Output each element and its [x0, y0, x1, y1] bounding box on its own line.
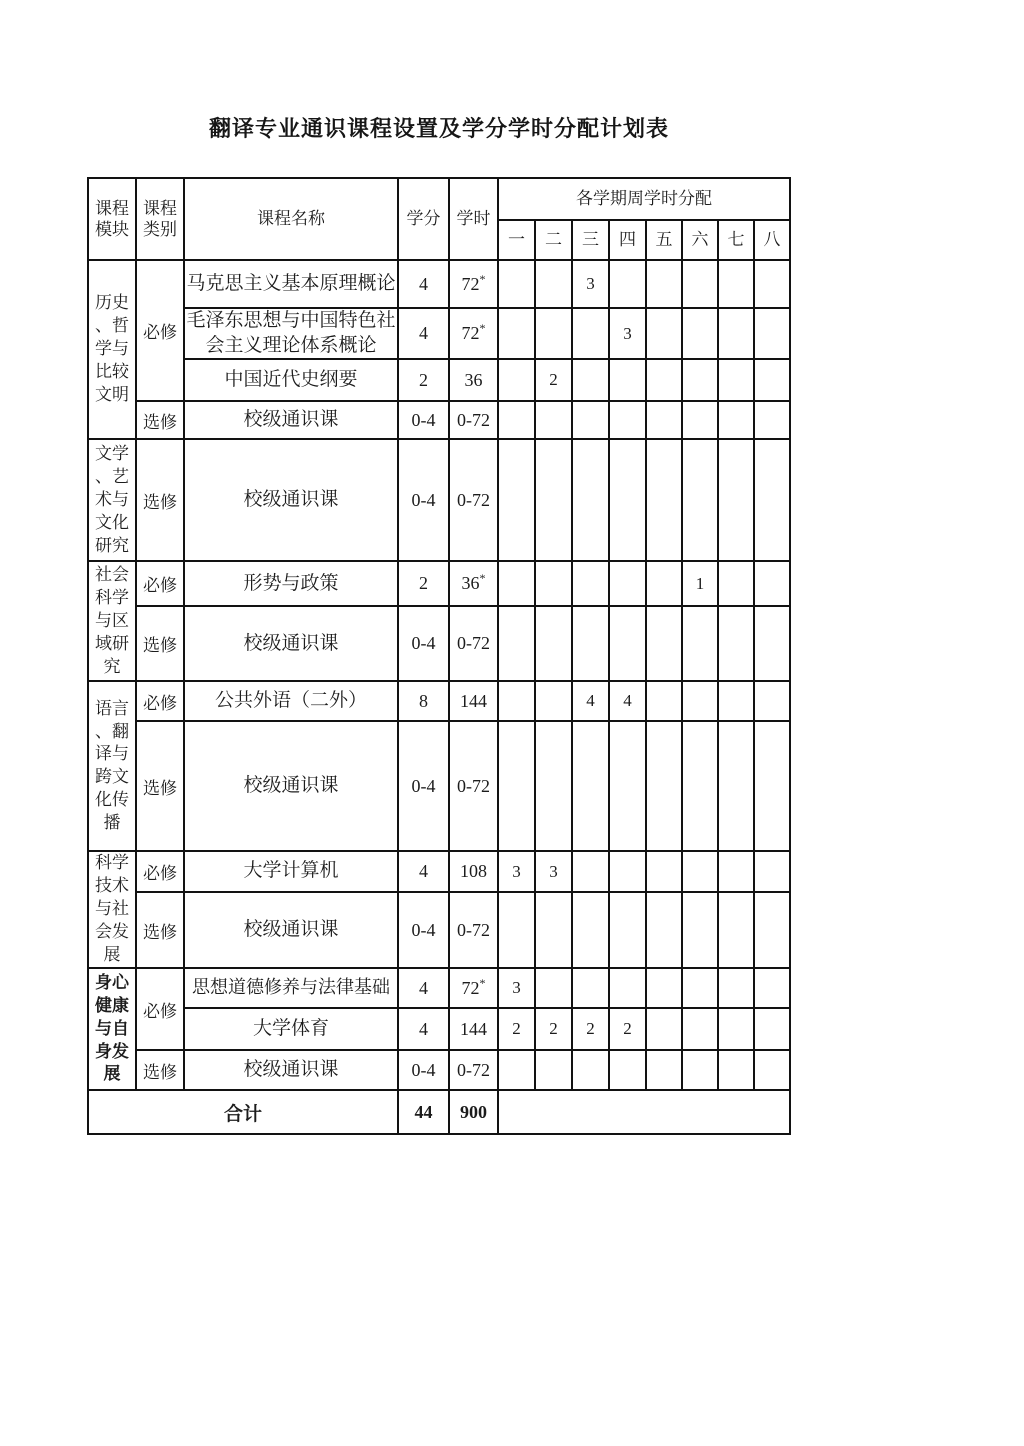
hours-value: 36 — [464, 369, 483, 390]
semester-cell: 2 — [535, 359, 572, 401]
total-hours-cell: 900 — [449, 1090, 498, 1134]
semester-cell — [754, 851, 790, 892]
credits-cell: 4 — [398, 851, 449, 892]
semester-cell — [572, 308, 609, 359]
semester-cell — [718, 1050, 754, 1090]
semester-cell — [682, 606, 718, 681]
semester-cell: 1 — [682, 561, 718, 606]
semester-cell — [718, 1008, 754, 1050]
category-cell: 必修 — [136, 561, 184, 606]
category-cell: 选修 — [136, 892, 184, 968]
semester-cell — [718, 260, 754, 308]
total-credits-cell: 44 — [398, 1090, 449, 1134]
header-semester-7: 七 — [718, 220, 754, 260]
category-cell: 选修 — [136, 439, 184, 561]
header-module: 课程模块 — [88, 178, 136, 260]
semester-cell — [646, 401, 682, 439]
hours-value: 0-72 — [457, 1059, 490, 1080]
header-semester-4: 四 — [609, 220, 646, 260]
semester-cell — [682, 892, 718, 968]
category-cell: 选修 — [136, 401, 184, 439]
hours-value: 144 — [460, 1018, 487, 1039]
semester-cell — [718, 401, 754, 439]
hours-cell — [449, 260, 498, 308]
credits-cell: 0-4 — [398, 401, 449, 439]
semester-cell — [682, 439, 718, 561]
semester-cell — [609, 439, 646, 561]
semester-cell — [498, 892, 535, 968]
credits-cell: 4 — [398, 968, 449, 1008]
total-empty-cell — [498, 1090, 790, 1134]
semester-cell — [535, 606, 572, 681]
semester-cell — [754, 1050, 790, 1090]
semester-cell — [754, 439, 790, 561]
semester-cell — [572, 892, 609, 968]
asterisk-note: * — [479, 321, 486, 336]
table-row — [88, 851, 790, 892]
header-semester-6: 六 — [682, 220, 718, 260]
semester-cell — [609, 721, 646, 851]
course-plan-table — [87, 177, 791, 1135]
semester-cell — [754, 1008, 790, 1050]
hours-value: 108 — [460, 861, 487, 882]
semester-cell — [535, 681, 572, 721]
semester-cell — [498, 1050, 535, 1090]
semester-cell — [682, 721, 718, 851]
semester-cell: 3 — [535, 851, 572, 892]
semester-cell — [609, 260, 646, 308]
semester-cell — [646, 606, 682, 681]
credits-cell: 2 — [398, 359, 449, 401]
category-cell: 必修 — [136, 260, 184, 401]
course-name-cell: 校级通识课 — [184, 1050, 398, 1090]
semester-cell — [754, 681, 790, 721]
header-semester-1: 一 — [498, 220, 535, 260]
course-name-cell: 毛泽东思想与中国特色社会主义理论体系概论 — [184, 308, 398, 359]
module-cell: 文学、艺术与文化研究 — [88, 439, 136, 561]
course-name-cell: 校级通识课 — [184, 439, 398, 561]
hours-value: 0-72 — [457, 489, 490, 510]
hours-value: 72 — [461, 273, 480, 294]
total-label-cell: 合计 — [88, 1090, 398, 1134]
hours-cell — [449, 606, 498, 681]
category-cell: 必修 — [136, 681, 184, 721]
hours-value: 72 — [461, 323, 480, 344]
table-row — [88, 606, 790, 681]
hours-cell — [449, 308, 498, 359]
semester-cell — [572, 401, 609, 439]
semester-cell — [646, 260, 682, 308]
module-cell: 历史、哲学与比较文明 — [88, 260, 136, 439]
asterisk-note: * — [479, 571, 486, 586]
category-cell: 选修 — [136, 721, 184, 851]
semester-cell — [535, 968, 572, 1008]
semester-cell — [646, 851, 682, 892]
hours-value: 36 — [461, 573, 480, 594]
header-credits: 学分 — [398, 178, 449, 260]
semester-cell — [572, 561, 609, 606]
semester-cell — [572, 721, 609, 851]
header-category: 课程类别 — [136, 178, 184, 260]
course-name-cell: 大学计算机 — [184, 851, 398, 892]
semester-cell: 3 — [609, 308, 646, 359]
credits-cell: 0-4 — [398, 1050, 449, 1090]
credits-cell: 4 — [398, 1008, 449, 1050]
header-semester-5: 五 — [646, 220, 682, 260]
course-name-cell: 公共外语（二外） — [184, 681, 398, 721]
table-row — [88, 968, 790, 1008]
semester-cell — [498, 561, 535, 606]
semester-cell — [498, 439, 535, 561]
semester-cell — [646, 1050, 682, 1090]
table-row — [88, 1050, 790, 1090]
semester-cell — [609, 1050, 646, 1090]
semester-cell — [609, 606, 646, 681]
category-cell: 必修 — [136, 968, 184, 1050]
asterisk-note: * — [479, 975, 486, 990]
semester-cell — [646, 308, 682, 359]
category-cell: 选修 — [136, 606, 184, 681]
header-course-name: 课程名称 — [184, 178, 398, 260]
semester-cell — [754, 308, 790, 359]
hours-value: 144 — [460, 690, 487, 711]
semester-cell — [646, 1008, 682, 1050]
table-row — [88, 681, 790, 721]
semester-cell — [535, 308, 572, 359]
semester-cell — [718, 308, 754, 359]
semester-cell — [609, 561, 646, 606]
page-title: 翻译专业通识课程设置及学分学时分配计划表 — [208, 116, 669, 141]
semester-cell: 3 — [572, 260, 609, 308]
semester-cell — [682, 359, 718, 401]
course-name-cell: 校级通识课 — [184, 892, 398, 968]
semester-cell — [572, 359, 609, 401]
semester-cell — [498, 681, 535, 721]
semester-cell — [498, 606, 535, 681]
table-row — [88, 892, 790, 968]
hours-cell — [449, 439, 498, 561]
module-cell: 科学技术与社会发展 — [88, 851, 136, 968]
hours-cell — [449, 561, 498, 606]
table-row — [88, 1008, 790, 1050]
hours-cell — [449, 892, 498, 968]
semester-cell — [646, 681, 682, 721]
credits-cell: 0-4 — [398, 892, 449, 968]
hours-cell — [449, 1050, 498, 1090]
semester-cell — [609, 968, 646, 1008]
course-name-cell: 马克思主义基本原理概论 — [184, 260, 398, 308]
semester-cell: 3 — [498, 968, 535, 1008]
document-content — [87, 112, 791, 1135]
semester-cell — [646, 892, 682, 968]
semester-cell: 2 — [609, 1008, 646, 1050]
hours-cell — [449, 401, 498, 439]
semester-cell — [682, 1050, 718, 1090]
hours-value: 0-72 — [457, 775, 490, 796]
table-row — [88, 439, 790, 561]
semester-cell — [682, 681, 718, 721]
semester-cell — [754, 721, 790, 851]
credits-cell: 4 — [398, 260, 449, 308]
semester-cell — [754, 561, 790, 606]
semester-cell — [718, 968, 754, 1008]
table-row — [88, 721, 790, 851]
semester-cell — [646, 721, 682, 851]
credits-cell: 0-4 — [398, 721, 449, 851]
semester-cell — [718, 892, 754, 968]
semester-cell: 2 — [535, 1008, 572, 1050]
semester-cell — [609, 851, 646, 892]
semester-cell — [682, 968, 718, 1008]
total-row — [88, 1090, 790, 1134]
header-semester-8: 八 — [754, 220, 790, 260]
course-name-cell: 校级通识课 — [184, 721, 398, 851]
hours-value: 72 — [461, 977, 480, 998]
semester-cell — [718, 681, 754, 721]
semester-cell — [718, 721, 754, 851]
hours-cell — [449, 721, 498, 851]
course-name-cell: 中国近代史纲要 — [184, 359, 398, 401]
header-semester-3: 三 — [572, 220, 609, 260]
credits-cell: 4 — [398, 308, 449, 359]
semester-cell: 2 — [498, 1008, 535, 1050]
course-name-cell: 校级通识课 — [184, 401, 398, 439]
semester-cell — [498, 401, 535, 439]
semester-cell — [498, 359, 535, 401]
semester-cell: 4 — [609, 681, 646, 721]
header-hours: 学时 — [449, 178, 498, 260]
semester-cell — [718, 606, 754, 681]
semester-cell: 2 — [572, 1008, 609, 1050]
module-cell: 社会科学与区域研究 — [88, 561, 136, 681]
hours-cell — [449, 681, 498, 721]
semester-cell — [718, 851, 754, 892]
semester-cell — [646, 439, 682, 561]
semester-cell — [646, 968, 682, 1008]
semester-cell — [754, 401, 790, 439]
semester-cell — [718, 561, 754, 606]
hours-value: 0-72 — [457, 633, 490, 654]
semester-cell — [754, 892, 790, 968]
semester-cell — [572, 606, 609, 681]
semester-cell — [718, 439, 754, 561]
course-name-cell: 形势与政策 — [184, 561, 398, 606]
course-name-cell: 思想道德修养与法律基础 — [184, 968, 398, 1008]
semester-cell — [682, 308, 718, 359]
header-semester-2: 二 — [535, 220, 572, 260]
semester-cell — [535, 401, 572, 439]
semester-cell — [572, 1050, 609, 1090]
semester-cell — [535, 439, 572, 561]
course-name-cell: 校级通识课 — [184, 606, 398, 681]
semester-cell — [646, 561, 682, 606]
table-row — [88, 561, 790, 606]
hours-value: 0-72 — [457, 919, 490, 940]
semester-cell — [754, 359, 790, 401]
module-cell: 语言、翻译与跨文化传播 — [88, 681, 136, 851]
semester-cell — [609, 892, 646, 968]
hours-cell — [449, 359, 498, 401]
hours-cell — [449, 1008, 498, 1050]
table-row — [88, 308, 790, 359]
semester-cell — [682, 851, 718, 892]
semester-cell — [754, 260, 790, 308]
hours-value: 0-72 — [457, 409, 490, 430]
category-cell: 选修 — [136, 1050, 184, 1090]
semester-cell — [498, 308, 535, 359]
semester-cell — [754, 606, 790, 681]
header-semester-group: 各学期周学时分配 — [498, 178, 790, 220]
credits-cell: 0-4 — [398, 606, 449, 681]
semester-cell — [572, 851, 609, 892]
table-row — [88, 359, 790, 401]
semester-cell — [535, 561, 572, 606]
hours-cell — [449, 851, 498, 892]
table-row — [88, 260, 790, 308]
semester-cell: 3 — [498, 851, 535, 892]
module-cell: 身心健康与自身发展 — [88, 968, 136, 1090]
semester-cell — [682, 401, 718, 439]
semester-cell — [646, 359, 682, 401]
semester-cell — [572, 439, 609, 561]
semester-cell — [682, 1008, 718, 1050]
table-row — [88, 401, 790, 439]
semester-cell — [718, 359, 754, 401]
semester-cell — [498, 721, 535, 851]
course-name-cell: 大学体育 — [184, 1008, 398, 1050]
semester-cell: 4 — [572, 681, 609, 721]
category-cell: 必修 — [136, 851, 184, 892]
semester-cell — [535, 721, 572, 851]
semester-cell — [535, 892, 572, 968]
credits-cell: 0-4 — [398, 439, 449, 561]
semester-cell — [754, 968, 790, 1008]
semester-cell — [498, 260, 535, 308]
semester-cell — [609, 401, 646, 439]
credits-cell: 2 — [398, 561, 449, 606]
semester-cell — [535, 1050, 572, 1090]
header-row-1 — [88, 178, 790, 220]
hours-cell — [449, 968, 498, 1008]
semester-cell — [535, 260, 572, 308]
asterisk-note: * — [479, 271, 486, 286]
credits-cell: 8 — [398, 681, 449, 721]
semester-cell — [682, 260, 718, 308]
semester-cell — [609, 359, 646, 401]
semester-cell — [572, 968, 609, 1008]
